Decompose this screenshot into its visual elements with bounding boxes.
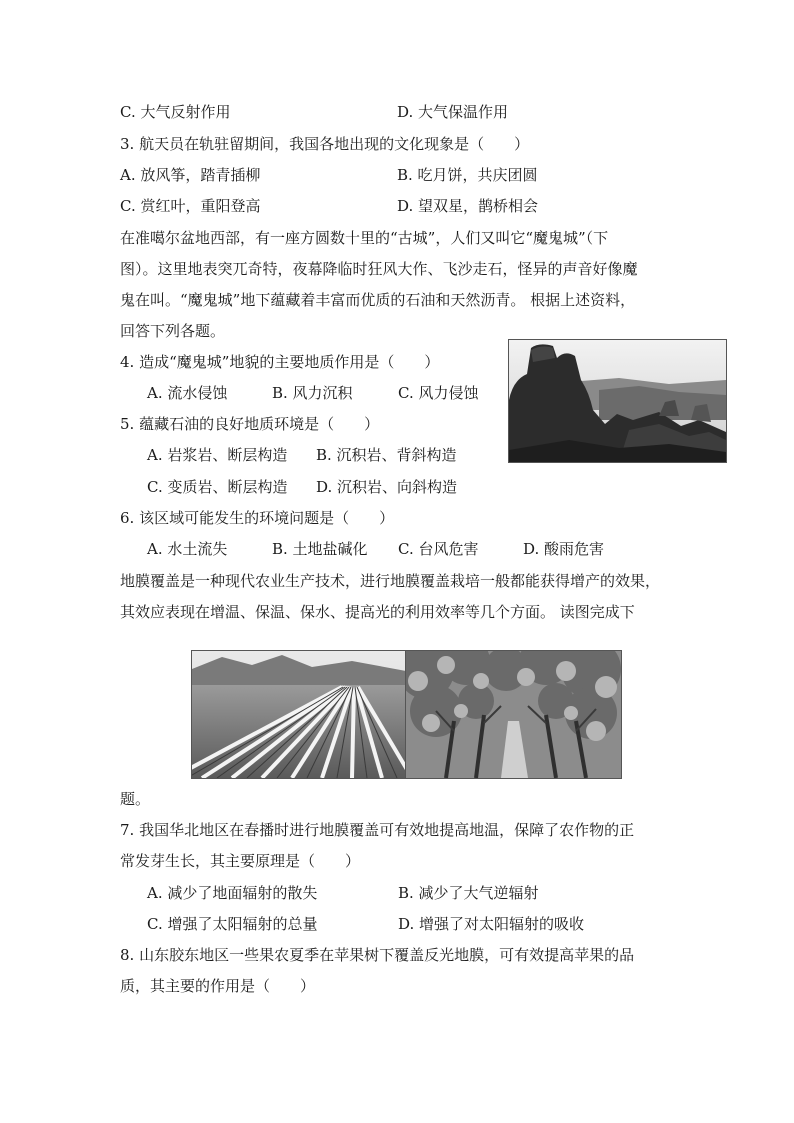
q6-option-c: C. 台风危害 [398,540,479,558]
q4-option-b: B. 风力沉积 [272,384,353,402]
q5-stem: 5. 蕴藏石油的良好地质环境是（ ） [120,415,380,433]
passage1-line3: 鬼在叫。“魔鬼城”地下蕴藏着丰富而优质的石油和天然沥青。 根据上述资料， [120,291,636,309]
q3-option-b: B. 吃月饼，共庆团圆 [397,166,538,184]
q4-stem: 4. 造成“魔鬼城”地貌的主要地质作用是（ ） [120,353,440,371]
passage2-line3: 题。 [120,790,151,808]
plastic-mulch-field-photo [191,650,407,779]
q6-option-a: A. 水土流失 [147,540,228,558]
q4-option-a: A. 流水侵蚀 [147,384,228,402]
q3-stem: 3. 航天员在轨驻留期间，我国各地出现的文化现象是（ ） [120,135,530,153]
passage1-line1: 在准噶尔盆地西部，有一座方圆数十里的“古城”，人们又叫它“魔鬼城”（下 [120,229,609,247]
q4-option-c: C. 风力侵蚀 [398,384,479,402]
q6-option-b: B. 土地盐碱化 [272,540,368,558]
q7-option-d: D. 增强了对太阳辐射的吸收 [398,915,585,933]
q5-option-a: A. 岩浆岩、断层构造 [147,446,288,464]
q2-option-d: D. 大气保温作用 [397,103,509,121]
q3-option-c: C. 赏红叶，重阳登高 [120,197,261,215]
q8-stem-line1: 8. 山东胶东地区一些果农夏季在苹果树下覆盖反光地膜，可有效提高苹果的品 [120,946,635,964]
q7-stem-line1: 7. 我国华北地区在春播时进行地膜覆盖可有效地提高地温，保障了农作物的正 [120,821,635,839]
passage2-line2: 其效应表现在增温、保温、保水、提高光的利用效率等几个方面。 读图完成下 [120,603,635,621]
q8-stem-line2: 质，其主要的作用是（ ） [120,977,316,995]
q3-option-d: D. 望双星，鹊桥相会 [397,197,539,215]
q5-option-d: D. 沉积岩、向斜构造 [316,478,458,496]
q7-option-b: B. 减少了大气逆辐射 [398,884,539,902]
q7-stem-line2: 常发芽生长，其主要原理是（ ） [120,852,361,870]
q7-option-a: A. 减少了地面辐射的散失 [147,884,318,902]
q6-stem: 6. 该区域可能发生的环境问题是（ ） [120,509,395,527]
apple-orchard-photo [405,650,622,779]
q5-option-b: B. 沉积岩、背斜构造 [316,446,457,464]
passage1-line4: 回答下列各题。 [120,322,226,340]
q6-option-d: D. 酸雨危害 [523,540,605,558]
q3-option-a: A. 放风筝，踏青插柳 [120,166,261,184]
devil-city-photo [508,339,727,463]
q2-option-c: C. 大气反射作用 [120,103,231,121]
passage2-line1: 地膜覆盖是一种现代农业生产技术，进行地膜覆盖栽培一般都能获得增产的效果， [120,572,661,590]
q5-option-c: C. 变质岩、断层构造 [147,478,288,496]
passage1-line2: 图）。这里地表突兀奇特，夜幕降临时狂风大作、飞沙走石，怪异的声音好像魔 [120,260,638,278]
q7-option-c: C. 增强了太阳辐射的总量 [147,915,318,933]
